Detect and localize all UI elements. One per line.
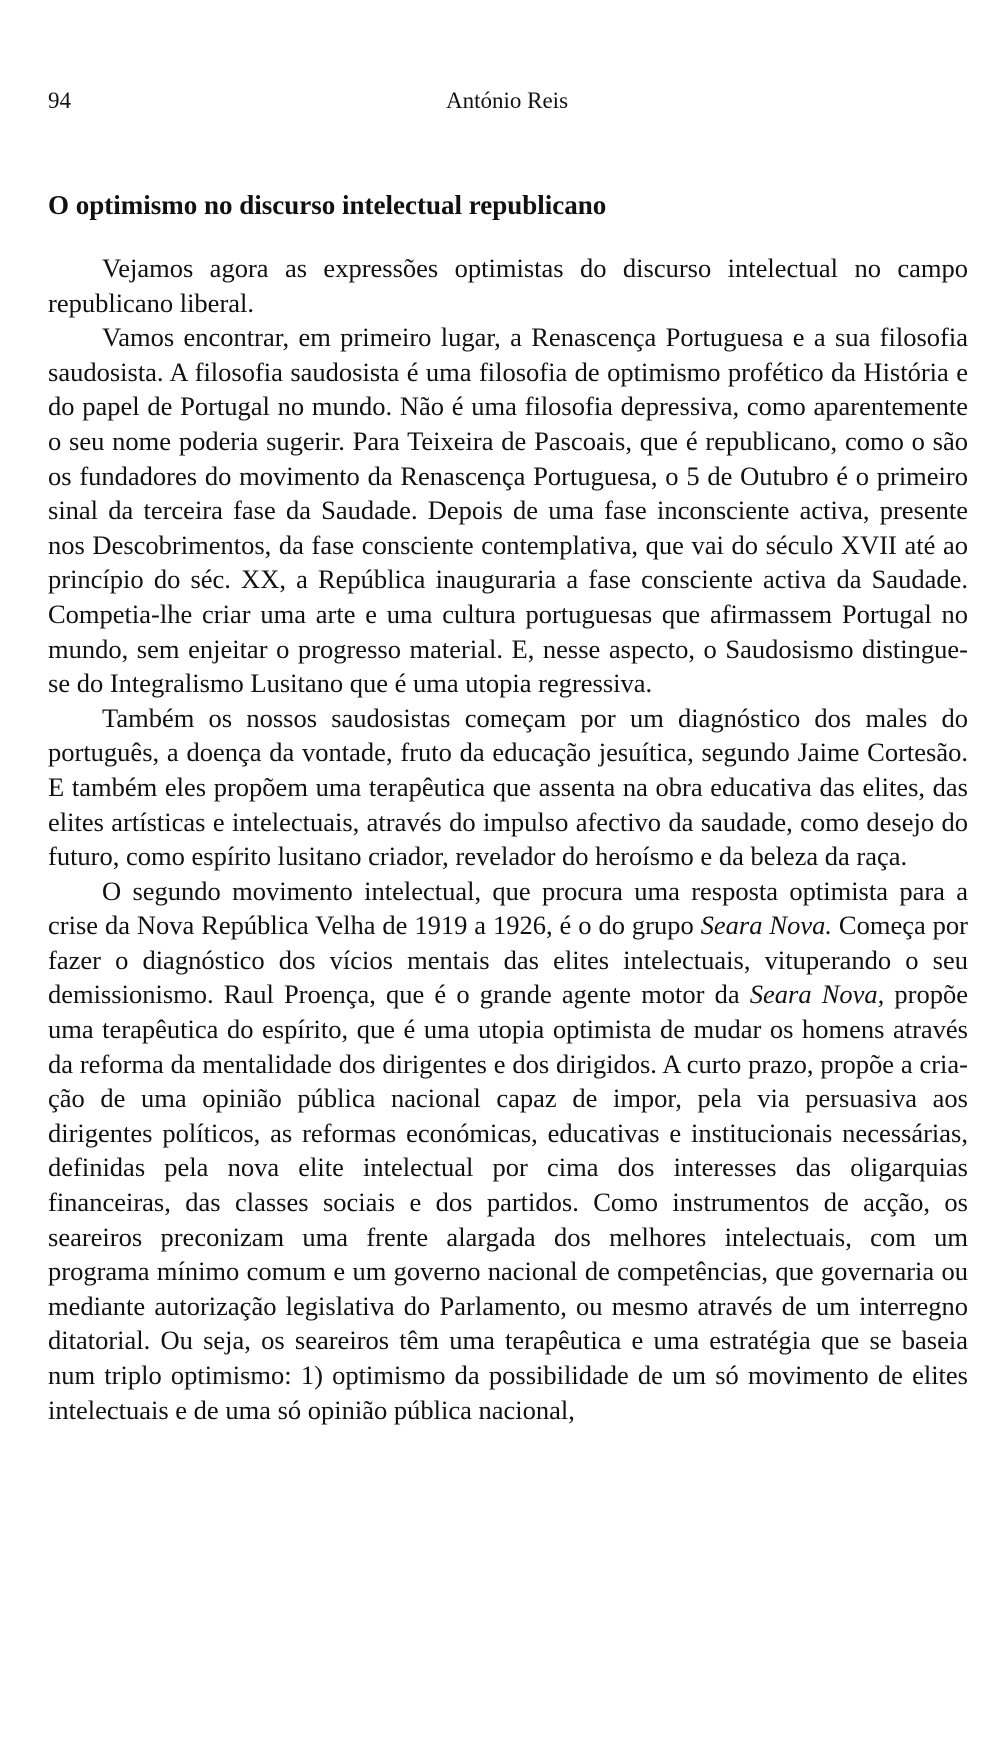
page-number: 94 — [48, 88, 71, 113]
running-head-author: António Reis — [445, 88, 569, 113]
paragraph-3: Também os nossos saudosistas começam por um diagnóstico dos males do português, a doença da vontade, fruto da educação jesuítica, segundo Jaime Cortesão. E também eles propõem uma terapêutica que assenta na obra educativa das elites, das elites artísticas e intelectuais, através do impulso afectivo da saudade, como desejo do futuro, como espírito lusitano criador, revelador do heroísmo e da beleza da raça. — [48, 702, 968, 872]
paragraph-4-text-1: O segundo movimento intelectual, que procura uma resposta optimista para a crise da Nova República Velha de 1919 a 1926, é o do grupo — [48, 875, 968, 941]
journal-title-seara-nova-2: Seara Nova, — [749, 979, 885, 1010]
running-head — [48, 84, 966, 118]
body-text — [48, 251, 968, 1427]
paragraph-4-text-2: Começa por fazer o diagnóstico dos vícios mentais das elites intelectuais, vituperando o seu demissionismo. Raul Proença, que é o grande agente motor da — [48, 910, 968, 1010]
paragraph-2: Vamos encontrar, em primeiro lugar, a Renascença Portuguesa e a sua filosofia saudosista. A filosofia saudosista é uma filosofia de optimismo profético da História e do papel de Portugal no mundo. Não é uma filosofia depressiva, como aparentemente o seu nome poderia sugerir. Para Teixeira de Pascoais, que é republicano, como o são os fundadores do movimento da Renascença Portuguesa, o 5 de Outubro é o primeiro sinal da terceira fase da Saudade. Depois de uma fase inconsciente activa, presente nos Descobrimentos, da fase consciente contemplativa, que vai do século XVII até ao princípio do séc. XX, a República inauguraria a fase consciente activa da Saudade. Competia-lhe criar uma arte e uma cultura portuguesas que afirmassem Portugal no mundo, sem enjeitar o progresso material. E, nesse aspecto, o Saudosismo distingue-se do Integralismo Lusitano que é uma utopia regressiva. — [48, 322, 968, 699]
paragraph-4-text-3: propõe uma terapêutica do espírito, que é uma utopia optimista de mudar os homens através da reforma da mentalidade dos dirigentes e dos dirigidos. A curto prazo, propõe a criação de uma opinião pública nacional capaz de impor, pela via persuasiva aos dirigentes políticos, as reformas económicas, educativas e institucionais necessárias, definidas pela nova elite intelectual por cima dos interesses das oligarquias financeiras, das classes sociais e dos partidos. Como instrumentos de acção, os seareiros preconizam uma frente alargada dos melhores intelectuais, com um programa mínimo comum e um governo nacional de competências, que governaria ou mediante autorização legislativa do Parlamento, ou mesmo através de um interregno ditatorial. Ou seja, os seareiros têm uma terapêutica e uma estratégia que se baseia num triplo optimismo: 1) optimismo da possibilidade de um só movimento de elites intelectuais e de uma só opinião pública nacional, — [48, 979, 968, 1425]
paragraph-1: Vejamos agora as expressões optimistas do discurso intelectual no campo republicano liberal. — [48, 253, 968, 318]
journal-title-seara-nova: Seara Nova. — [700, 910, 832, 941]
section-title: O optimismo no discurso intelectual republicano — [48, 190, 607, 220]
paragraph-4 — [48, 874, 968, 1428]
